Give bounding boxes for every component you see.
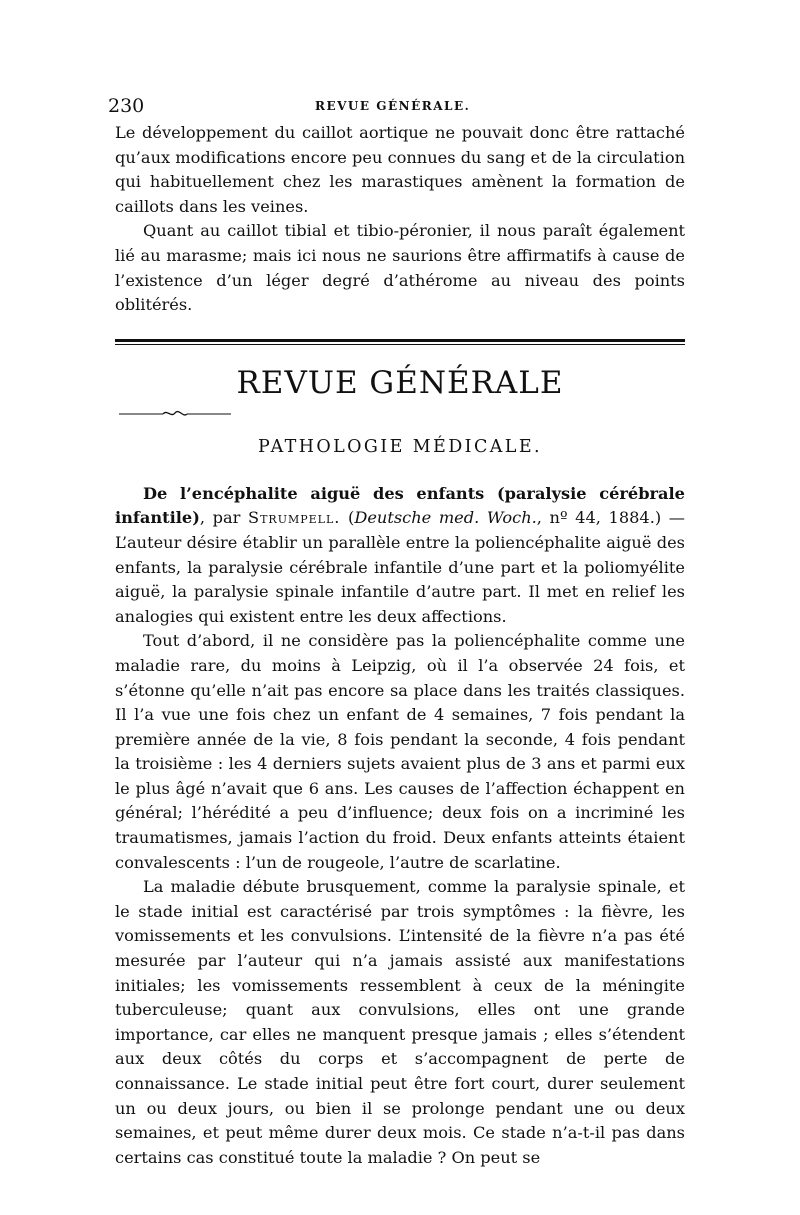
thin-rule — [115, 344, 685, 345]
book-page — [108, 95, 685, 1170]
reference-details: , nº 44, 1884.) — [536, 508, 662, 528]
byline-connector: , par — [199, 508, 248, 528]
paragraph: Tout d’abord, il ne considère pas la poliencéphalite comme une maladie rare, du moins à Leipzig, où il l’a observée 24 fois, et s’étonne qu’elle n’ait pas encore sa place dans les traités classiques. Il l’a vue une fois chez un enfant de 4 semaines, 7 fois pendant la première année de la vie, 8 fois pendant la seconde, 4 fois pendant la troisième : les 4 derniers sujets avaient plus de 3 ans et parmi eux le plus âgé n’avait que 6 ans. Les causes de l’affection échappent en général; l’hérédité a peu d’influence; deux fois on a incriminé les traumatismes, jamais l’action du froid. Deux enfants atteints étaient convalescents : l’un de rougeole, l’autre de scarlatine. — [115, 631, 685, 872]
reference-open: ( — [340, 508, 355, 528]
page-number: 230 — [108, 95, 145, 117]
paragraph: Quant au caillot tibial et tibio-péronier, il nous paraît également lié au marasme; mais ici nous ne saurions être affirmatifs à cause de l’existence d’un léger degré d’athérome au niveau des points oblitérés. — [115, 221, 685, 315]
article-intro-text: — L’auteur désire établir un parallèle entre la poliencéphalite aiguë des enfants, la paralysie cérébrale infantile d’une part et la poliomyélite aiguë, la paralysie spinale infantile d’autre part. Il met en relief les analogies qui existent entre les deux affections. — [115, 508, 685, 626]
subsection-title: PATHOLOGIE MÉDICALE. — [258, 436, 542, 457]
article-title: De l’encéphalite aiguë des enfants (paralysie cérébrale infantile) — [115, 483, 685, 528]
paragraph: La maladie débute brusquement, comme la paralysie spinale, et le stade initial est caractérisé par trois symptômes : la fièvre, les vomissements et les convulsions. L’intensité de la fièvre n’a pas été mesurée par l’auteur qui n’a jamais assisté aux manifestations initiales; les vomissements ressemblent à ceux de la méningite tuberculeuse; quant aux convulsions, elles ont une grande importance, car elles ne manquent presque jamais ; elles s’étendent aux deux côtés du corps et s’accompagnent de perte de connaissance. Le stade initial peut être fort court, durer seulement un ou deux jours, ou bien il se prolonge pendant une ou deux semaines, et peut même durer deux mois. Ce stade n’a-t-il pas dans certains cas constitué toute la maladie ? On peut se — [115, 877, 685, 1167]
running-header — [108, 95, 685, 121]
article-author: Strumpell. — [247, 508, 341, 528]
article-intro-paragraph — [115, 482, 685, 630]
running-title: REVUE GÉNÉRALE. — [315, 99, 471, 113]
continued-text — [115, 121, 685, 318]
article — [115, 482, 685, 1171]
paragraph: Le développement du caillot aortique ne pouvait donc être rattaché qu’aux modifications encore peu connues du sang et de la circulation qui habituellement chez les marastiques amènent la formation de caillots dans les veines. — [115, 123, 685, 216]
thick-rule — [115, 339, 685, 342]
journal-name: Deutsche med. Woch. — [354, 508, 537, 528]
ornament-flourish-icon — [115, 407, 235, 419]
section-title: REVUE GÉNÉRALE — [236, 364, 564, 401]
section-divider — [115, 339, 685, 345]
